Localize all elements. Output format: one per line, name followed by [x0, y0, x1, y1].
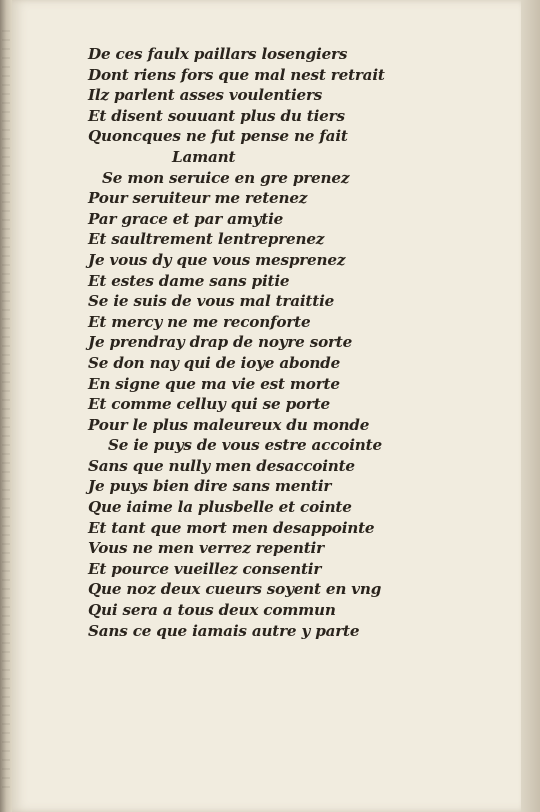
verse-line: De ces faulx paillars losengiers: [88, 45, 348, 63]
verse-line: Se ie suis de vous mal traittie: [88, 292, 335, 311]
verse-line: Et comme celluy qui se porte: [88, 395, 330, 414]
verse-line: Se ie puys de vous estre accointe: [108, 436, 382, 455]
verse-line: Qui sera a tous deux commun: [88, 601, 336, 620]
verse-line: Que iaime la plusbelle et cointe: [88, 498, 352, 517]
verse-line: Ilz parlent asses voulentiers: [88, 86, 323, 105]
speaker-heading: Lamant: [172, 147, 236, 166]
verse-line: Et pource vueillez consentir: [88, 559, 322, 578]
verse-line: Se mon seruice en gre prenez: [102, 168, 350, 187]
verse-line: Et disent souuant plus du tiers: [88, 106, 345, 125]
verse-line: Pour le plus maleureux du monde: [88, 415, 370, 434]
verse-line: Je prendray drap de noyre sorte: [88, 333, 353, 352]
verse-line: Dont riens fors que mal nest retrait: [88, 65, 385, 84]
verse-line: En signe que ma vie est morte: [88, 374, 340, 393]
verse-line: Pour seruiteur me retenez: [88, 189, 308, 208]
verse-line: Que noz deux cueurs soyent en vng: [88, 580, 382, 599]
verse-line: Par grace et par amytie: [88, 209, 284, 228]
verse-line: Je vous dy que vous mesprenez: [88, 250, 346, 269]
verse-line: Se don nay qui de ioye abonde: [88, 353, 341, 372]
adjacent-page-sliver: [2, 30, 10, 790]
verse-text-block: [84, 44, 384, 641]
verse-line: Et saultrement lentreprenez: [88, 230, 325, 249]
verse-line: Sans que nully men desaccointe: [88, 456, 355, 475]
verse-line: Et tant que mort men desappointe: [88, 518, 375, 537]
verse-line: Quoncques ne fut pense ne fait: [88, 127, 348, 146]
verse-line: Et mercy ne me reconforte: [88, 312, 311, 331]
page-fore-edge: [521, 0, 540, 812]
verse-line: Vous ne men verrez repentir: [88, 539, 324, 558]
verse-line: Sans ce que iamais autre y parte: [88, 621, 360, 640]
verse-line: Et estes dame sans pitie: [88, 271, 290, 290]
verse-line: Je puys bien dire sans mentir: [88, 477, 332, 496]
